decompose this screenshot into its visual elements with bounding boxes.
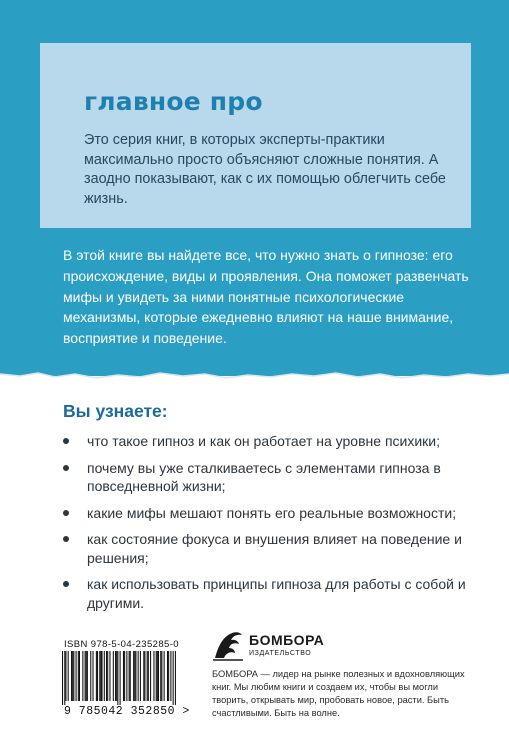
list-item xyxy=(63,530,483,567)
series-description: Это серия книг, в которых эксперты-практики максимально просто объясняют сложные понятия. А заодно показывают, как с их помощью облегчить себе жизнь. xyxy=(84,132,446,207)
bullet-icon xyxy=(63,510,69,516)
publisher-name: БОМБОРА xyxy=(249,632,325,648)
list-item-text: какие мифы мешают понять его реальные возможности; xyxy=(87,504,457,521)
series-title: главное про xyxy=(84,87,263,116)
list-item-text: что такое гипноз и как он работает на уровне психики; xyxy=(87,433,440,449)
bullet-icon xyxy=(63,536,69,542)
list-item xyxy=(63,504,483,523)
bullet-icon xyxy=(63,438,69,444)
learn-heading: Вы узнаете: xyxy=(63,401,168,421)
torn-paper-edge xyxy=(0,360,509,390)
bullet-icon xyxy=(63,465,69,471)
isbn-label: ISBN 978-5-04-235285-0 xyxy=(64,639,179,650)
list-item xyxy=(63,575,483,612)
barcode-digits: 9 785042 352850 > xyxy=(64,705,190,718)
bullet-icon xyxy=(63,581,69,587)
learn-list xyxy=(63,432,483,620)
publisher-description: БОМБОРА — лидер на рынке полезных и вдохновляющих книг. Мы любим книги и создаем их, чтобы вы могли творить, открывать мир, пробовать новое, расти. Быть счастливыми. Быть на волне. xyxy=(212,669,465,718)
barcode-icon xyxy=(62,651,176,705)
list-item xyxy=(63,432,483,451)
list-item-text: почему вы уже сталкиваетесь с элементами гипноза в повседневной жизни; xyxy=(87,459,441,494)
list-item-text: как состояние фокуса и внушения влияет на поведение и решения; xyxy=(87,531,462,566)
publisher-subtitle: ИЗДАТЕЛЬСТВО xyxy=(249,650,312,657)
publisher-wave-logo-icon xyxy=(212,625,244,661)
book-intro: В этой книге вы найдете все, что нужно знать о гипнозе: его происхождение, виды и проявления. Она поможет развенчать мифы и увидеть за ними понятные психологические механизмы, которые ежедневно влияют на наше внимание, восприятие и поведение. xyxy=(63,247,469,347)
list-item xyxy=(63,459,483,496)
list-item-text: как использовать принципы гипноза для работы с собой и другими. xyxy=(87,576,466,611)
series-box xyxy=(40,43,471,228)
